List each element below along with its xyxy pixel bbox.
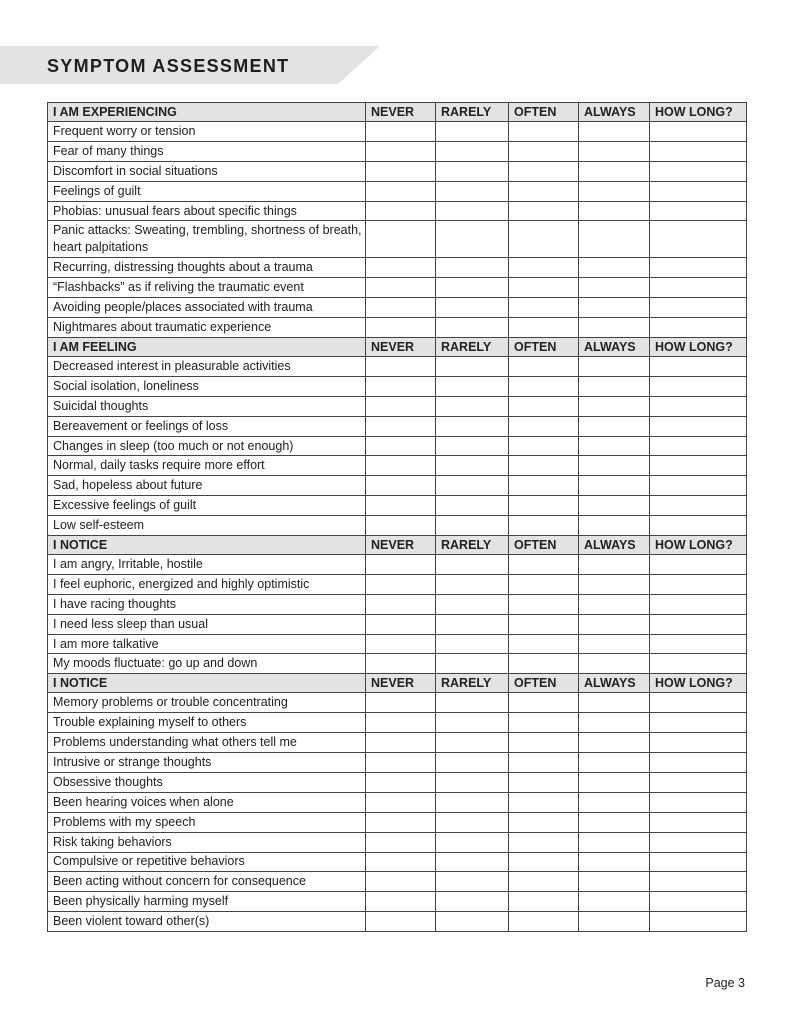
response-cell[interactable] bbox=[509, 852, 579, 872]
column-header: HOW LONG? bbox=[650, 338, 747, 357]
response-cell[interactable] bbox=[650, 376, 747, 396]
response-cell[interactable] bbox=[650, 733, 747, 753]
response-cell[interactable] bbox=[509, 221, 579, 258]
table-row bbox=[48, 912, 747, 932]
response-cell[interactable] bbox=[509, 713, 579, 733]
response-cell[interactable] bbox=[366, 318, 436, 338]
table-row bbox=[48, 772, 747, 792]
response-cell[interactable] bbox=[436, 852, 509, 872]
table-row bbox=[48, 614, 747, 634]
section-heading: I AM EXPERIENCING bbox=[48, 103, 366, 122]
response-cell[interactable] bbox=[650, 416, 747, 436]
response-cell[interactable] bbox=[579, 318, 650, 338]
response-cell[interactable] bbox=[509, 892, 579, 912]
response-cell[interactable] bbox=[366, 122, 436, 142]
response-cell[interactable] bbox=[366, 416, 436, 436]
response-cell[interactable] bbox=[366, 278, 436, 298]
response-cell[interactable] bbox=[509, 516, 579, 536]
symptom-label: Decreased interest in pleasurable activities bbox=[48, 357, 366, 377]
response-cell[interactable] bbox=[509, 496, 579, 516]
response-cell[interactable] bbox=[509, 812, 579, 832]
response-cell[interactable] bbox=[650, 122, 747, 142]
response-cell[interactable] bbox=[509, 318, 579, 338]
symptom-label: Social isolation, loneliness bbox=[48, 376, 366, 396]
response-cell[interactable] bbox=[436, 181, 509, 201]
symptom-label: Memory problems or trouble concentrating bbox=[48, 693, 366, 713]
response-cell[interactable] bbox=[366, 654, 436, 674]
response-cell[interactable] bbox=[650, 753, 747, 773]
response-cell[interactable] bbox=[366, 161, 436, 181]
table-row bbox=[48, 181, 747, 201]
response-cell[interactable] bbox=[579, 396, 650, 416]
table-row bbox=[48, 852, 747, 872]
response-cell[interactable] bbox=[509, 594, 579, 614]
symptom-label: I have racing thoughts bbox=[48, 594, 366, 614]
response-cell[interactable] bbox=[650, 812, 747, 832]
response-cell[interactable] bbox=[579, 713, 650, 733]
section-header-row bbox=[48, 103, 747, 122]
response-cell[interactable] bbox=[650, 161, 747, 181]
response-cell[interactable] bbox=[366, 792, 436, 812]
response-cell[interactable] bbox=[366, 733, 436, 753]
response-cell[interactable] bbox=[366, 456, 436, 476]
response-cell[interactable] bbox=[436, 812, 509, 832]
column-header: OFTEN bbox=[509, 338, 579, 357]
response-cell[interactable] bbox=[509, 476, 579, 496]
table-row bbox=[48, 733, 747, 753]
response-cell[interactable] bbox=[366, 396, 436, 416]
symptom-label: My moods fluctuate: go up and down bbox=[48, 654, 366, 674]
response-cell[interactable] bbox=[366, 201, 436, 221]
response-cell[interactable] bbox=[509, 416, 579, 436]
response-cell[interactable] bbox=[650, 516, 747, 536]
symptom-label: Bereavement or feelings of loss bbox=[48, 416, 366, 436]
response-cell[interactable] bbox=[579, 201, 650, 221]
response-cell[interactable] bbox=[579, 436, 650, 456]
symptom-label: I need less sleep than usual bbox=[48, 614, 366, 634]
column-header: RARELY bbox=[436, 674, 509, 693]
response-cell[interactable] bbox=[366, 574, 436, 594]
response-cell[interactable] bbox=[366, 812, 436, 832]
response-cell[interactable] bbox=[650, 436, 747, 456]
symptom-label: Low self-esteem bbox=[48, 516, 366, 536]
response-cell[interactable] bbox=[650, 278, 747, 298]
response-cell[interactable] bbox=[579, 753, 650, 773]
symptom-label: Recurring, distressing thoughts about a trauma bbox=[48, 258, 366, 278]
response-cell[interactable] bbox=[436, 753, 509, 773]
page-title: SYMPTOM ASSESSMENT bbox=[47, 56, 290, 76]
section-header-row bbox=[48, 536, 747, 555]
response-cell[interactable] bbox=[509, 693, 579, 713]
response-cell[interactable] bbox=[650, 357, 747, 377]
response-cell[interactable] bbox=[436, 456, 509, 476]
page-number: Page 3 bbox=[705, 976, 745, 990]
response-cell[interactable] bbox=[509, 634, 579, 654]
response-cell[interactable] bbox=[366, 357, 436, 377]
response-cell[interactable] bbox=[509, 832, 579, 852]
response-cell[interactable] bbox=[436, 221, 509, 258]
symptom-label: Frequent worry or tension bbox=[48, 122, 366, 142]
response-cell[interactable] bbox=[650, 555, 747, 575]
response-cell[interactable] bbox=[579, 456, 650, 476]
section-heading: I NOTICE bbox=[48, 674, 366, 693]
response-cell[interactable] bbox=[650, 772, 747, 792]
response-cell[interactable] bbox=[436, 555, 509, 575]
response-cell[interactable] bbox=[366, 376, 436, 396]
response-cell[interactable] bbox=[436, 201, 509, 221]
response-cell[interactable] bbox=[366, 516, 436, 536]
response-cell[interactable] bbox=[366, 892, 436, 912]
column-header: HOW LONG? bbox=[650, 103, 747, 122]
table-row bbox=[48, 396, 747, 416]
response-cell[interactable] bbox=[579, 693, 650, 713]
table-row bbox=[48, 872, 747, 892]
symptom-label: Obsessive thoughts bbox=[48, 772, 366, 792]
response-cell[interactable] bbox=[509, 122, 579, 142]
response-cell[interactable] bbox=[509, 456, 579, 476]
section-header-row bbox=[48, 338, 747, 357]
response-cell[interactable] bbox=[509, 872, 579, 892]
response-cell[interactable] bbox=[579, 812, 650, 832]
response-cell[interactable] bbox=[366, 852, 436, 872]
response-cell[interactable] bbox=[650, 852, 747, 872]
response-cell[interactable] bbox=[509, 298, 579, 318]
symptom-label: “Flashbacks” as if reliving the traumatic event bbox=[48, 278, 366, 298]
response-cell[interactable] bbox=[366, 476, 436, 496]
response-cell[interactable] bbox=[366, 496, 436, 516]
response-cell[interactable] bbox=[436, 357, 509, 377]
response-cell[interactable] bbox=[436, 516, 509, 536]
response-cell[interactable] bbox=[579, 594, 650, 614]
symptom-label: Normal, daily tasks require more effort bbox=[48, 456, 366, 476]
table-row bbox=[48, 555, 747, 575]
symptom-label: Trouble explaining myself to others bbox=[48, 713, 366, 733]
response-cell[interactable] bbox=[579, 792, 650, 812]
table-row bbox=[48, 416, 747, 436]
column-header: HOW LONG? bbox=[650, 536, 747, 555]
column-header: ALWAYS bbox=[579, 536, 650, 555]
response-cell[interactable] bbox=[579, 555, 650, 575]
response-cell[interactable] bbox=[509, 733, 579, 753]
response-cell[interactable] bbox=[366, 141, 436, 161]
response-cell[interactable] bbox=[579, 122, 650, 142]
response-cell[interactable] bbox=[579, 298, 650, 318]
column-header: OFTEN bbox=[509, 103, 579, 122]
response-cell[interactable] bbox=[366, 436, 436, 456]
response-cell[interactable] bbox=[650, 496, 747, 516]
symptom-label: Been physically harming myself bbox=[48, 892, 366, 912]
symptom-label: Risk taking behaviors bbox=[48, 832, 366, 852]
response-cell[interactable] bbox=[509, 181, 579, 201]
symptom-label: I am angry, Irritable, hostile bbox=[48, 555, 366, 575]
table-row bbox=[48, 496, 747, 516]
table-row bbox=[48, 376, 747, 396]
response-cell[interactable] bbox=[579, 278, 650, 298]
column-header: ALWAYS bbox=[579, 674, 650, 693]
column-header: HOW LONG? bbox=[650, 674, 747, 693]
response-cell[interactable] bbox=[436, 733, 509, 753]
response-cell[interactable] bbox=[366, 772, 436, 792]
response-cell[interactable] bbox=[650, 456, 747, 476]
symptom-label: Feelings of guilt bbox=[48, 181, 366, 201]
response-cell[interactable] bbox=[436, 832, 509, 852]
response-cell[interactable] bbox=[436, 772, 509, 792]
response-cell[interactable] bbox=[509, 141, 579, 161]
response-cell[interactable] bbox=[436, 436, 509, 456]
response-cell[interactable] bbox=[579, 357, 650, 377]
response-cell[interactable] bbox=[579, 614, 650, 634]
response-cell[interactable] bbox=[436, 594, 509, 614]
response-cell[interactable] bbox=[650, 318, 747, 338]
table-row bbox=[48, 634, 747, 654]
table-row bbox=[48, 201, 747, 221]
response-cell[interactable] bbox=[579, 733, 650, 753]
response-cell[interactable] bbox=[436, 122, 509, 142]
response-cell[interactable] bbox=[579, 892, 650, 912]
response-cell[interactable] bbox=[650, 912, 747, 932]
table-row bbox=[48, 892, 747, 912]
response-cell[interactable] bbox=[650, 141, 747, 161]
response-cell[interactable] bbox=[436, 634, 509, 654]
table-row bbox=[48, 832, 747, 852]
response-cell[interactable] bbox=[579, 654, 650, 674]
response-cell[interactable] bbox=[650, 298, 747, 318]
symptom-label: Compulsive or repetitive behaviors bbox=[48, 852, 366, 872]
column-header: OFTEN bbox=[509, 674, 579, 693]
table-row bbox=[48, 654, 747, 674]
response-cell[interactable] bbox=[650, 258, 747, 278]
response-cell[interactable] bbox=[366, 753, 436, 773]
response-cell[interactable] bbox=[509, 753, 579, 773]
response-cell[interactable] bbox=[436, 912, 509, 932]
symptom-label: Been acting without concern for consequence bbox=[48, 872, 366, 892]
column-header: RARELY bbox=[436, 536, 509, 555]
response-cell[interactable] bbox=[509, 555, 579, 575]
symptom-label: Sad, hopeless about future bbox=[48, 476, 366, 496]
response-cell[interactable] bbox=[436, 298, 509, 318]
response-cell[interactable] bbox=[579, 832, 650, 852]
table-row bbox=[48, 476, 747, 496]
response-cell[interactable] bbox=[509, 792, 579, 812]
symptom-label: Panic attacks: Sweating, trembling, shortness of breath, heart palpitations bbox=[48, 221, 366, 258]
response-cell[interactable] bbox=[509, 201, 579, 221]
response-cell[interactable] bbox=[366, 912, 436, 932]
column-header: RARELY bbox=[436, 338, 509, 357]
response-cell[interactable] bbox=[650, 832, 747, 852]
response-cell[interactable] bbox=[436, 713, 509, 733]
table-row bbox=[48, 298, 747, 318]
response-cell[interactable] bbox=[579, 516, 650, 536]
table-row bbox=[48, 258, 747, 278]
response-cell[interactable] bbox=[436, 693, 509, 713]
response-cell[interactable] bbox=[579, 852, 650, 872]
response-cell[interactable] bbox=[650, 634, 747, 654]
response-cell[interactable] bbox=[509, 258, 579, 278]
response-cell[interactable] bbox=[650, 892, 747, 912]
response-cell[interactable] bbox=[366, 614, 436, 634]
response-cell[interactable] bbox=[579, 634, 650, 654]
response-cell[interactable] bbox=[436, 161, 509, 181]
response-cell[interactable] bbox=[366, 181, 436, 201]
column-header: ALWAYS bbox=[579, 103, 650, 122]
response-cell[interactable] bbox=[650, 476, 747, 496]
response-cell[interactable] bbox=[579, 258, 650, 278]
response-cell[interactable] bbox=[436, 574, 509, 594]
response-cell[interactable] bbox=[650, 221, 747, 258]
symptom-label: Been hearing voices when alone bbox=[48, 792, 366, 812]
symptom-label: Suicidal thoughts bbox=[48, 396, 366, 416]
response-cell[interactable] bbox=[436, 318, 509, 338]
response-cell[interactable] bbox=[509, 436, 579, 456]
response-cell[interactable] bbox=[436, 892, 509, 912]
response-cell[interactable] bbox=[436, 872, 509, 892]
table-row bbox=[48, 141, 747, 161]
table-row bbox=[48, 753, 747, 773]
response-cell[interactable] bbox=[650, 614, 747, 634]
table-row bbox=[48, 221, 747, 258]
response-cell[interactable] bbox=[436, 614, 509, 634]
symptom-label: Problems with my speech bbox=[48, 812, 366, 832]
response-cell[interactable] bbox=[366, 872, 436, 892]
response-cell[interactable] bbox=[509, 278, 579, 298]
symptom-label: I feel euphoric, energized and highly optimistic bbox=[48, 574, 366, 594]
response-cell[interactable] bbox=[509, 614, 579, 634]
response-cell[interactable] bbox=[366, 713, 436, 733]
response-cell[interactable] bbox=[509, 654, 579, 674]
response-cell[interactable] bbox=[509, 574, 579, 594]
response-cell[interactable] bbox=[436, 792, 509, 812]
table-row bbox=[48, 594, 747, 614]
section-heading: I NOTICE bbox=[48, 536, 366, 555]
response-cell[interactable] bbox=[650, 792, 747, 812]
symptom-label: Been violent toward other(s) bbox=[48, 912, 366, 932]
column-header: NEVER bbox=[366, 103, 436, 122]
response-cell[interactable] bbox=[436, 278, 509, 298]
response-cell[interactable] bbox=[436, 496, 509, 516]
table-row bbox=[48, 713, 747, 733]
response-cell[interactable] bbox=[579, 161, 650, 181]
column-header: OFTEN bbox=[509, 536, 579, 555]
column-header: RARELY bbox=[436, 103, 509, 122]
table-row bbox=[48, 278, 747, 298]
response-cell[interactable] bbox=[579, 912, 650, 932]
response-cell[interactable] bbox=[509, 912, 579, 932]
response-cell[interactable] bbox=[579, 141, 650, 161]
section-heading: I AM FEELING bbox=[48, 338, 366, 357]
response-cell[interactable] bbox=[579, 872, 650, 892]
section-header-row bbox=[48, 674, 747, 693]
column-header: NEVER bbox=[366, 338, 436, 357]
response-cell[interactable] bbox=[436, 654, 509, 674]
response-cell[interactable] bbox=[366, 221, 436, 258]
response-cell[interactable] bbox=[650, 693, 747, 713]
response-cell[interactable] bbox=[650, 574, 747, 594]
response-cell[interactable] bbox=[579, 574, 650, 594]
response-cell[interactable] bbox=[366, 693, 436, 713]
response-cell[interactable] bbox=[509, 376, 579, 396]
table-row bbox=[48, 516, 747, 536]
response-cell[interactable] bbox=[509, 357, 579, 377]
table-row bbox=[48, 792, 747, 812]
table-row bbox=[48, 436, 747, 456]
response-cell[interactable] bbox=[366, 594, 436, 614]
column-header: NEVER bbox=[366, 674, 436, 693]
response-cell[interactable] bbox=[650, 181, 747, 201]
table-row bbox=[48, 122, 747, 142]
symptom-label: Avoiding people/places associated with trauma bbox=[48, 298, 366, 318]
response-cell[interactable] bbox=[509, 161, 579, 181]
response-cell[interactable] bbox=[650, 201, 747, 221]
symptom-label: Phobias: unusual fears about specific things bbox=[48, 201, 366, 221]
symptom-label: Changes in sleep (too much or not enough) bbox=[48, 436, 366, 456]
response-cell[interactable] bbox=[579, 221, 650, 258]
column-header: ALWAYS bbox=[579, 338, 650, 357]
symptom-label: Intrusive or strange thoughts bbox=[48, 753, 366, 773]
response-cell[interactable] bbox=[366, 555, 436, 575]
response-cell[interactable] bbox=[509, 772, 579, 792]
response-cell[interactable] bbox=[579, 476, 650, 496]
response-cell[interactable] bbox=[436, 416, 509, 436]
response-cell[interactable] bbox=[650, 396, 747, 416]
response-cell[interactable] bbox=[650, 654, 747, 674]
table-row bbox=[48, 161, 747, 181]
response-cell[interactable] bbox=[579, 376, 650, 396]
symptom-label: Excessive feelings of guilt bbox=[48, 496, 366, 516]
symptom-table bbox=[47, 102, 747, 932]
symptom-label: Fear of many things bbox=[48, 141, 366, 161]
response-cell[interactable] bbox=[366, 832, 436, 852]
table-row bbox=[48, 693, 747, 713]
symptom-label: Problems understanding what others tell me bbox=[48, 733, 366, 753]
response-cell[interactable] bbox=[436, 396, 509, 416]
response-cell[interactable] bbox=[579, 496, 650, 516]
response-cell[interactable] bbox=[436, 476, 509, 496]
response-cell[interactable] bbox=[650, 713, 747, 733]
response-cell[interactable] bbox=[579, 772, 650, 792]
response-cell[interactable] bbox=[366, 258, 436, 278]
response-cell[interactable] bbox=[650, 594, 747, 614]
table-row bbox=[48, 357, 747, 377]
table-row bbox=[48, 812, 747, 832]
table-row bbox=[48, 318, 747, 338]
table-row bbox=[48, 574, 747, 594]
symptom-label: Nightmares about traumatic experience bbox=[48, 318, 366, 338]
symptom-label: Discomfort in social situations bbox=[48, 161, 366, 181]
response-cell[interactable] bbox=[650, 872, 747, 892]
response-cell[interactable] bbox=[436, 376, 509, 396]
response-cell[interactable] bbox=[579, 181, 650, 201]
response-cell[interactable] bbox=[366, 634, 436, 654]
response-cell[interactable] bbox=[366, 298, 436, 318]
column-header: NEVER bbox=[366, 536, 436, 555]
response-cell[interactable] bbox=[579, 416, 650, 436]
response-cell[interactable] bbox=[436, 141, 509, 161]
table-row bbox=[48, 456, 747, 476]
symptom-label: I am more talkative bbox=[48, 634, 366, 654]
response-cell[interactable] bbox=[436, 258, 509, 278]
response-cell[interactable] bbox=[509, 396, 579, 416]
